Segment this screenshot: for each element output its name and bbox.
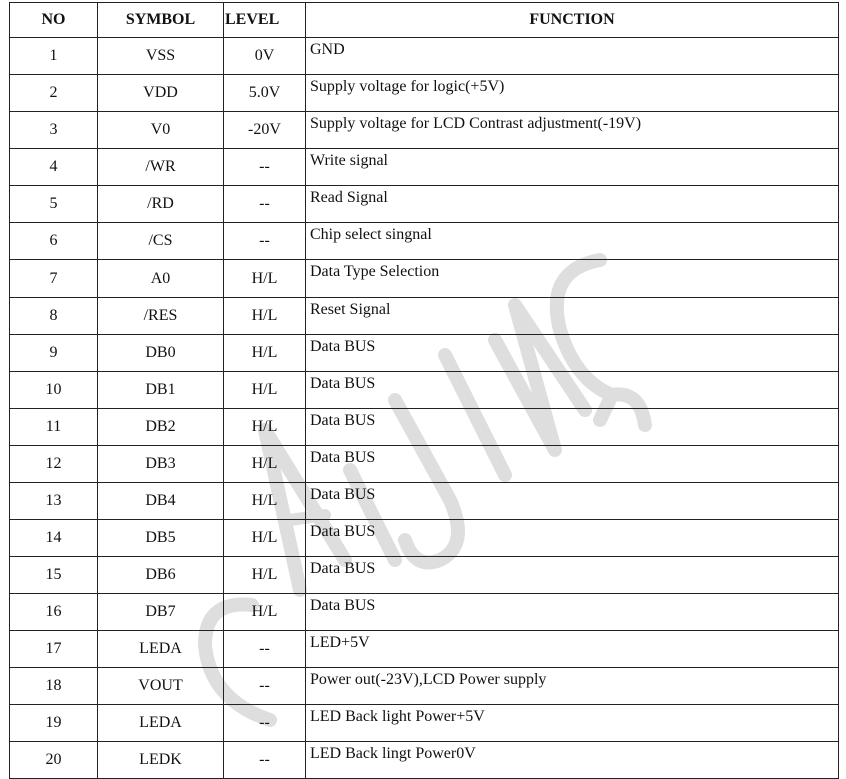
pin-symbol: LEDK [98, 742, 224, 779]
table-row [10, 594, 839, 631]
pin-function: Supply voltage for logic(+5V) [306, 75, 839, 112]
pin-number: 17 [10, 631, 98, 668]
pin-function: Data BUS [306, 520, 839, 557]
table-row [10, 520, 839, 557]
pin-level: -- [224, 705, 306, 742]
pin-level: -- [224, 223, 306, 260]
table-row [10, 409, 839, 446]
pin-symbol: DB4 [98, 483, 224, 520]
pin-function: Data BUS [306, 483, 839, 520]
pin-level: 0V [224, 38, 306, 75]
pin-level: -- [224, 742, 306, 779]
table-row [10, 186, 839, 223]
pin-symbol: DB7 [98, 594, 224, 631]
pin-number: 13 [10, 483, 98, 520]
header-row [10, 3, 839, 38]
pin-symbol: LEDA [98, 631, 224, 668]
pin-number: 10 [10, 372, 98, 409]
pin-number: 18 [10, 668, 98, 705]
pin-level: H/L [224, 483, 306, 520]
pin-number: 4 [10, 149, 98, 186]
table-row [10, 483, 839, 520]
pin-number: 3 [10, 112, 98, 149]
pin-symbol: VSS [98, 38, 224, 75]
header-function: FUNCTION [306, 3, 839, 38]
pin-function: Power out(-23V),LCD Power supply [306, 668, 839, 705]
pin-number: 9 [10, 335, 98, 372]
pin-number: 16 [10, 594, 98, 631]
pin-symbol: /WR [98, 149, 224, 186]
table-row [10, 223, 839, 260]
table-row [10, 742, 839, 779]
pin-function: LED Back light Power+5V [306, 705, 839, 742]
header-symbol: SYMBOL [98, 3, 224, 38]
pin-symbol: /CS [98, 223, 224, 260]
pin-symbol: DB1 [98, 372, 224, 409]
pin-function: Data BUS [306, 446, 839, 483]
pin-level: 5.0V [224, 75, 306, 112]
table-row [10, 75, 839, 112]
pin-function: Data BUS [306, 335, 839, 372]
pin-number: 7 [10, 260, 98, 298]
pin-symbol: DB3 [98, 446, 224, 483]
pin-symbol: LEDA [98, 705, 224, 742]
pin-function: Supply voltage for LCD Contrast adjustment(-19V) [306, 112, 839, 149]
pin-symbol: VDD [98, 75, 224, 112]
table-row [10, 705, 839, 742]
table-row [10, 372, 839, 409]
pin-level: H/L [224, 298, 306, 335]
table-row [10, 668, 839, 705]
pin-level: -- [224, 186, 306, 223]
table-row [10, 446, 839, 483]
pin-level: -- [224, 668, 306, 705]
pin-function: Data BUS [306, 409, 839, 446]
pin-symbol: DB6 [98, 557, 224, 594]
pin-function: Data Type Selection [306, 260, 839, 298]
pin-number: 12 [10, 446, 98, 483]
pin-level: -- [224, 631, 306, 668]
pin-symbol: /RES [98, 298, 224, 335]
pin-level: H/L [224, 260, 306, 298]
pin-level: H/L [224, 335, 306, 372]
pin-number: 1 [10, 38, 98, 75]
pin-number: 6 [10, 223, 98, 260]
table-row [10, 631, 839, 668]
pin-number: 19 [10, 705, 98, 742]
pin-symbol: DB2 [98, 409, 224, 446]
pin-number: 2 [10, 75, 98, 112]
pin-level: H/L [224, 594, 306, 631]
pin-number: 5 [10, 186, 98, 223]
table-row [10, 38, 839, 75]
pin-symbol: DB0 [98, 335, 224, 372]
pin-level: H/L [224, 520, 306, 557]
pin-function: Data BUS [306, 372, 839, 409]
pin-function: GND [306, 38, 839, 75]
header-no: NO [10, 3, 98, 38]
pin-function: LED+5V [306, 631, 839, 668]
table-row [10, 335, 839, 372]
pin-number: 8 [10, 298, 98, 335]
pin-function-table [9, 2, 839, 779]
pin-function: Write signal [306, 149, 839, 186]
pin-symbol: /RD [98, 186, 224, 223]
pin-symbol: A0 [98, 260, 224, 298]
table-row [10, 260, 839, 298]
pin-level: H/L [224, 372, 306, 409]
pin-number: 11 [10, 409, 98, 446]
header-level: LEVEL [224, 3, 306, 38]
pin-function: Reset Signal [306, 298, 839, 335]
pin-number: 20 [10, 742, 98, 779]
table-row [10, 112, 839, 149]
pin-function: Chip select singnal [306, 223, 839, 260]
pin-symbol: DB5 [98, 520, 224, 557]
table-row [10, 149, 839, 186]
pin-level: H/L [224, 557, 306, 594]
pin-function: Data BUS [306, 594, 839, 631]
pin-number: 14 [10, 520, 98, 557]
pin-function: Read Signal [306, 186, 839, 223]
pin-level: H/L [224, 409, 306, 446]
pin-function: LED Back lingt Power0V [306, 742, 839, 779]
pin-symbol: V0 [98, 112, 224, 149]
pin-function: Data BUS [306, 557, 839, 594]
table-row [10, 557, 839, 594]
pin-number: 15 [10, 557, 98, 594]
pin-symbol: VOUT [98, 668, 224, 705]
pin-level: -- [224, 149, 306, 186]
pin-level: -20V [224, 112, 306, 149]
pin-level: H/L [224, 446, 306, 483]
table-row [10, 298, 839, 335]
